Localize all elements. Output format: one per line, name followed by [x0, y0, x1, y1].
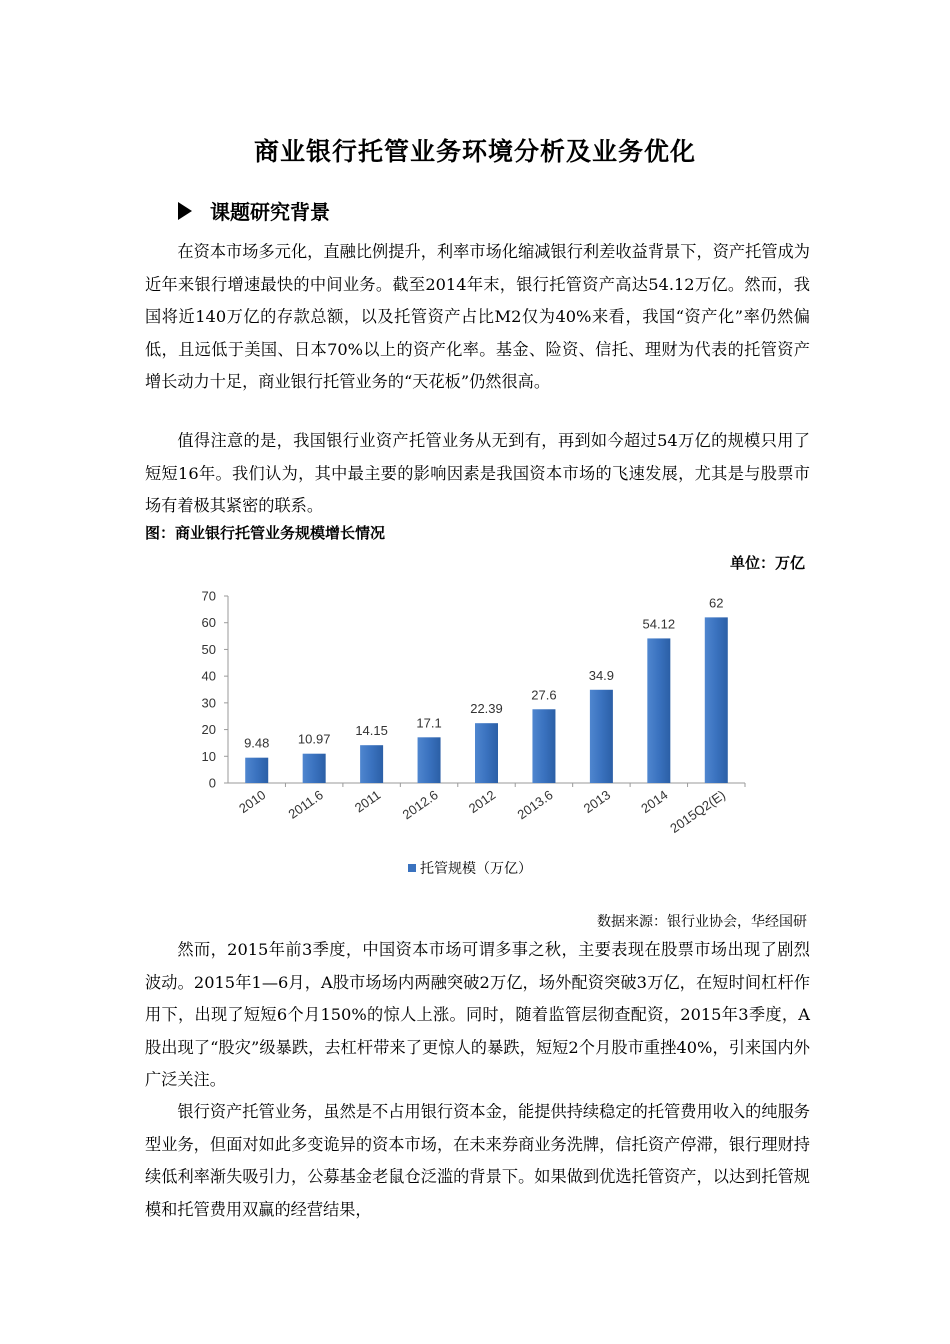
data-label: 14.15 — [355, 723, 388, 739]
figure-title: 图：商业银行托管业务规模增长情况 — [145, 524, 386, 542]
bar — [360, 745, 383, 783]
data-label: 22.39 — [470, 701, 503, 717]
bar — [475, 723, 498, 783]
data-label: 54.12 — [642, 616, 676, 632]
y-tick-label: 20 — [201, 722, 216, 738]
x-tick-label: 2012 — [465, 787, 499, 817]
bar — [590, 690, 613, 783]
bar-chart — [170, 580, 770, 890]
x-tick-label: 2013 — [580, 787, 614, 817]
bar — [532, 709, 555, 783]
paragraph-2: 值得注意的是，我国银行业资产托管业务从无到有，再到如今超过54万亿的规模只用了短短16年。我们认为，其中最主要的影响因素是我国资本市场的飞速发展，尤其是与股票市场有着极其紧密的联系。 — [145, 431, 810, 515]
y-tick-label: 30 — [201, 695, 216, 711]
x-tick-label: 2011 — [351, 787, 384, 816]
paragraph-1: 在资本市场多元化，直融比例提升，利率市场化缩减银行利差收益背景下，资产托管成为近年来银行增速最快的中间业务。截至2014年末，银行托管资产高达54.12万亿。然而，我国将近140万亿的存款总额，以及托管资产占比M2仅为40%来看，我国“资产化”率仍然偏低，且远低于美国、日本70%以上的资产化率。基金、险资、信托、理财为代表的托管资产增长动力十足，商业银行托管业务的“天花板”仍然很高。 — [145, 242, 810, 391]
data-label: 34.9 — [588, 667, 615, 683]
bar — [418, 737, 441, 783]
y-tick-label: 40 — [201, 668, 216, 684]
paragraph-4: 银行资产托管业务，虽然是不占用银行资本金，能提供持续稳定的托管费用收入的纯服务型业务，但面对如此多变诡异的资本市场，在未来券商业务洗牌，信托资产停滞，银行理财持续低利率渐失吸引力，公募基金老鼠仓泛滥的背景下。如果做到优选托管资产，以达到托管规模和托管费用双赢的经营结果， — [145, 1102, 810, 1219]
legend-label: 托管规模（万亿） — [420, 861, 532, 877]
y-tick-label: 60 — [201, 615, 216, 631]
x-tick-label: 2013.6 — [514, 787, 556, 823]
x-tick-label: 2012.6 — [399, 787, 441, 823]
y-tick-label: 50 — [201, 641, 216, 657]
bar — [705, 617, 728, 783]
data-label: 9.48 — [244, 735, 270, 751]
x-tick-label: 2015Q2(E) — [667, 787, 728, 836]
y-tick-label: 70 — [201, 588, 216, 604]
data-label: 17.1 — [416, 715, 442, 731]
bar — [303, 754, 326, 783]
unit-label: 单位：万亿 — [729, 554, 805, 572]
section-heading — [178, 196, 330, 225]
x-tick-label: 2010 — [236, 787, 269, 817]
paragraph-3: 然而，2015年前3季度，中国资本市场可谓多事之秋，主要表现在股票市场出现了剧烈波动。2015年1—6月，A股市场场内两融突破2万亿，场外配资突破3万亿，在短时间杠杆作用下，出现了短短6个月150%的惊人上涨。同时，随着监管层彻查配资，2015年3季度，A股出现了“股灾”级暴跌，去杠杆带来了更惊人的暴跌，短短2个月股市重挫40%，引来国内外广泛关注。 — [145, 940, 810, 1089]
x-tick-label: 2014 — [638, 787, 671, 817]
bar — [647, 638, 670, 783]
x-tick-label: 2011.6 — [285, 787, 326, 822]
data-label: 10.97 — [297, 731, 331, 747]
y-tick-label: 0 — [208, 775, 216, 791]
arrow-bullet-icon — [178, 202, 192, 220]
legend-swatch — [408, 864, 416, 872]
section-heading-text: 课题研究背景 — [210, 200, 330, 224]
data-label: 27.6 — [531, 687, 557, 703]
document-title: 商业银行托管业务环境分析及业务优化 — [253, 137, 696, 166]
chart-legend — [408, 858, 532, 878]
source-note: 数据来源：银行业协会，华经国研 — [597, 914, 807, 930]
data-label: 62 — [709, 595, 724, 611]
bar — [245, 758, 268, 783]
y-tick-label: 10 — [201, 748, 216, 764]
